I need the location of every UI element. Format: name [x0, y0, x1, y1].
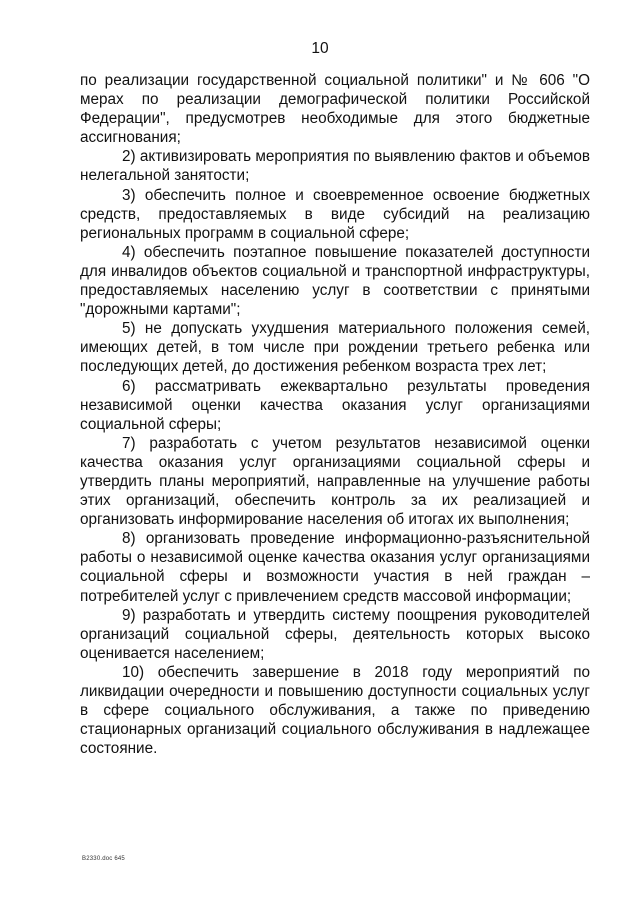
paragraph-item-3: 3) обеспечить полное и своевременное освоение бюджетных средств, предоставляемых в виде субсидий на реализацию региональных программ в социальной сфере;: [80, 186, 590, 242]
paragraph-continuation: по реализации государственной социальной политики" и № 606 "О мерах по реализации демографической политики Российской Федерации", предусмотрев необходимые для этого бюджетные ассигнования;: [80, 72, 590, 147]
paragraph-item-6: 6) рассматривать ежеквартально результаты проведения независимой оценки качества оказания услуг организациями социальной сферы;: [80, 377, 590, 433]
paragraph-item-9: 9) разработать и утвердить систему поощрения руководителей организаций социальной сферы, деятельность которых высоко оценивается населением;: [80, 606, 590, 662]
page-number: 10: [311, 40, 329, 57]
paragraph-item-7: 7) разработать с учетом результатов независимой оценки качества оказания услуг организациями социальной сферы и утвердить планы мероприятий, направленные на улучшение работы этих организаций, обеспечить контроль за их реализацией и организовать информирование населения об итогах их выполнения;: [80, 434, 590, 529]
document-body: [80, 71, 590, 758]
paragraph-item-4: 4) обеспечить поэтапное повышение показателей доступности для инвалидов объектов социальной и транспортной инфраструктуры, предоставляемых населению услуг в соответствии с принятыми "дорожными картами";: [80, 243, 590, 319]
paragraph-item-10: 10) обеспечить завершение в 2018 году мероприятий по ликвидации очередности и повышению доступности социальных услуг в сфере социального обслуживания, а также по приведению стационарных организаций социального обслуживания в надлежащее состояние.: [80, 663, 590, 758]
footer-file-reference: B2330.doc 645: [82, 856, 125, 862]
paragraph-item-5: 5) не допускать ухудшения материального положения семей, имеющих детей, в том числе при рождении третьего ребенка или последующих детей, до достижения ребенком возраста трех лет;: [80, 320, 590, 376]
paragraph-item-8: 8) организовать проведение информационно-разъяснительной работы о независимой оценке качества оказания услуг организациями социальной сферы и возможности участия в ней граждан – потребителей услуг с привлечением средств массовой информации;: [80, 530, 590, 605]
paragraph-item-2: 2) активизировать мероприятия по выявлению фактов и объемов нелегальной занятости;: [80, 148, 590, 185]
